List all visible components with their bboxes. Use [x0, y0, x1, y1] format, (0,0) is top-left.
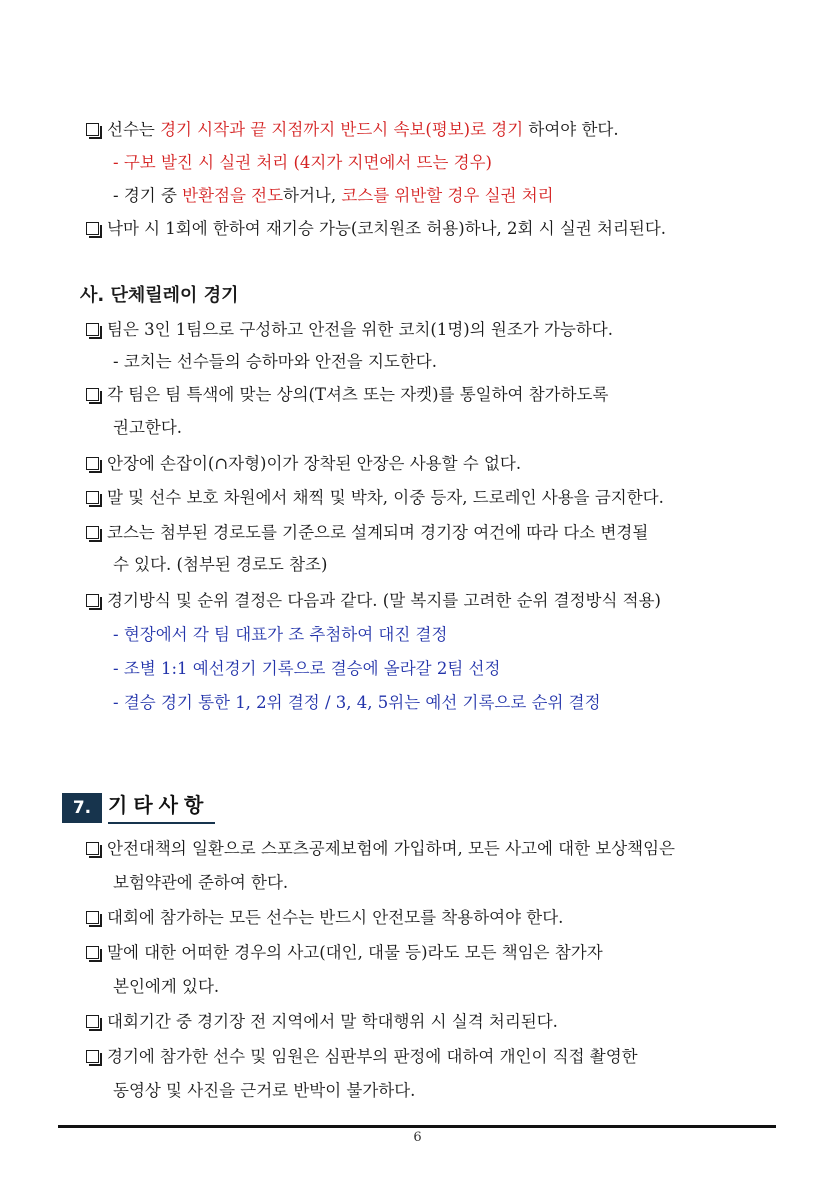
list-item-continuation: 동영상 및 사진을 근거로 반박이 불가하다. [113, 1081, 416, 1100]
list-item: 경기에 참가한 선수 및 임원은 심판부의 판정에 대하여 개인이 직접 촬영한 [86, 1045, 638, 1069]
checkbox-bullet-icon [86, 457, 99, 470]
list-item-continuation: 권고한다. [113, 418, 183, 437]
checkbox-bullet-icon [86, 594, 99, 607]
list-item: 안장에 손잡이(∩자형)이가 장착된 안장은 사용할 수 없다. [86, 452, 521, 476]
checkbox-bullet-icon [86, 1050, 99, 1063]
section-heading-team-relay: 사. 단체릴레이 경기 [80, 285, 239, 306]
list-item: 경기방식 및 순위 결정은 다음과 같다. (말 복지를 고려한 순위 결정방식 적용) [86, 589, 661, 613]
footer-divider [58, 1125, 776, 1128]
list-subitem: - 코치는 선수들의 승하마와 안전을 지도한다. [113, 352, 437, 371]
list-item: 말 및 선수 보호 차원에서 채찍 및 박차, 이중 등자, 드로레인 사용을 금지한다. [86, 486, 664, 510]
list-subitem-qualify: - 조별 1:1 예선경기 기록으로 결승에 올라갈 2팀 선정 [113, 659, 501, 678]
list-item-continuation: 수 있다. (첨부된 경로도 참조) [113, 555, 328, 574]
list-subitem-ranking: - 결승 경기 통한 1, 2위 결정 / 3, 4, 5위는 예선 기록으로 순위 결정 [113, 693, 601, 712]
list-item: 대회에 참가하는 모든 선수는 반드시 안전모를 착용하여야 한다. [86, 906, 563, 930]
list-item: 말에 대한 어떠한 경우의 사고(대인, 대물 등)라도 모든 책임은 참가자 [86, 941, 603, 965]
rule-line-walk: 선수는 경기 시작과 끝 지점까지 반드시 속보(평보)로 경기 하여야 한다. [86, 118, 619, 142]
rule-line-fall: 낙마 시 1회에 한하여 재기승 가능(코치원조 허용)하나, 2회 시 실권 처리된다. [86, 217, 666, 241]
page-number: 6 [413, 1130, 422, 1145]
list-item: 대회기간 중 경기장 전 지역에서 말 학대행위 시 실격 처리된다. [86, 1010, 558, 1034]
checkbox-bullet-icon [86, 526, 99, 539]
list-item: 안전대책의 일환으로 스포츠공제보험에 가입하며, 모든 사고에 대한 보상책임은 [86, 837, 675, 861]
list-item-continuation: 보험약관에 준하여 한다. [113, 873, 289, 892]
checkbox-bullet-icon [86, 842, 99, 855]
checkbox-bullet-icon [86, 388, 99, 401]
checkbox-bullet-icon [86, 911, 99, 924]
rule-subline-disqualify: - 경기 중 반환점을 전도하거나, 코스를 위반할 경우 실권 처리 [113, 186, 554, 205]
checkbox-bullet-icon [86, 491, 99, 504]
checkbox-bullet-icon [86, 222, 99, 235]
list-subitem-draw: - 현장에서 각 팀 대표가 조 추첨하여 대진 결정 [113, 625, 448, 644]
section-title: 기타사항 [108, 790, 215, 824]
section-number-badge: 7. [62, 793, 102, 823]
checkbox-bullet-icon [86, 946, 99, 959]
checkbox-bullet-icon [86, 323, 99, 336]
checkbox-bullet-icon [86, 123, 99, 136]
checkbox-bullet-icon [86, 1015, 99, 1028]
list-item-continuation: 본인에게 있다. [113, 977, 220, 996]
list-item: 각 팀은 팀 특색에 맞는 상의(T셔츠 또는 자켓)를 통일하여 참가하도록 [86, 383, 608, 407]
list-item: 코스는 첨부된 경로도를 기준으로 설계되며 경기장 여건에 따라 다소 변경될 [86, 521, 648, 545]
rule-subline-gallop: - 구보 발진 시 실권 처리 (4지가 지면에서 뜨는 경우) [113, 153, 492, 172]
list-item: 팀은 3인 1팀으로 구성하고 안전을 위한 코치(1명)의 원조가 가능하다. [86, 318, 613, 342]
